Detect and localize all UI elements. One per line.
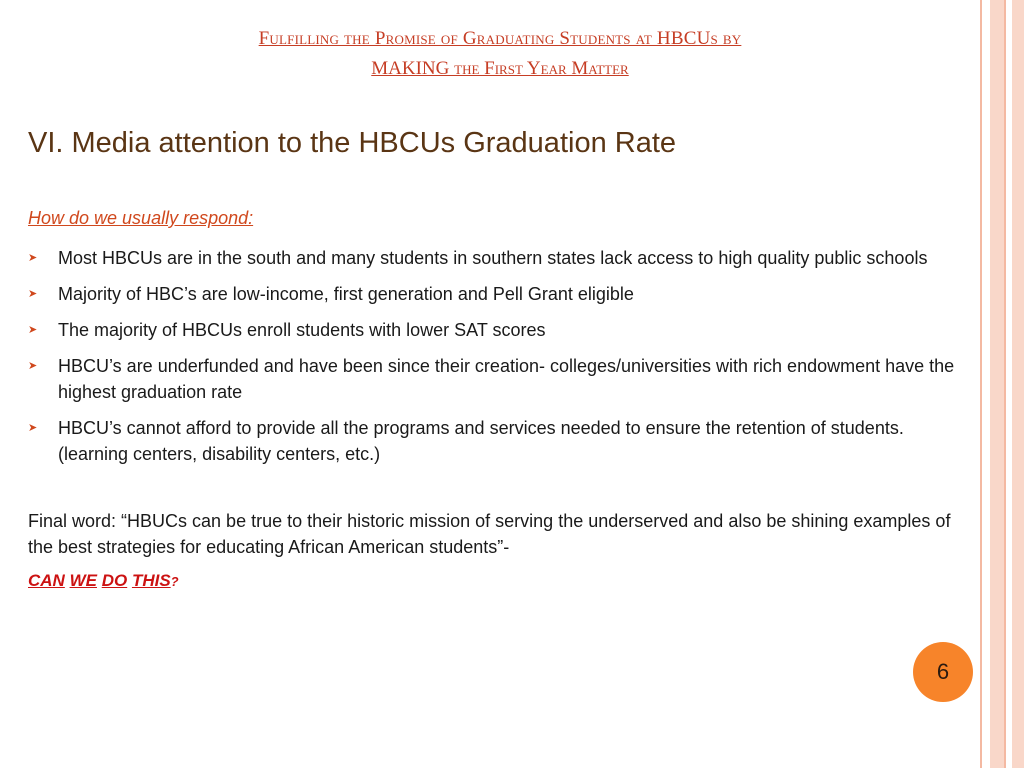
arrow-bullet-icon: ➤: [28, 422, 38, 434]
list-item: [28, 281, 978, 307]
arrow-bullet-icon: ➤: [28, 252, 38, 264]
slide-header: [100, 28, 900, 80]
list-item: [28, 353, 978, 405]
list-item: [28, 245, 978, 271]
header-line-2: MAKING the First Year Matter: [371, 58, 629, 79]
bullet-list: [28, 245, 978, 477]
bullet-text: Majority of HBC’s are low-income, first generation and Pell Grant eligible: [58, 284, 634, 304]
call-to-action: [28, 571, 179, 591]
final-word: Final word: “HBUCs can be true to their historic mission of serving the underserved and also be shining examples of the best strategies for educating African American students”-: [28, 511, 951, 557]
cta-question-mark: ?: [170, 574, 179, 589]
cta-word-we: WE: [69, 571, 97, 590]
bullet-text: Most HBCUs are in the south and many students in southern states lack access to high quality public schools: [58, 248, 928, 268]
cta-word-do: DO: [101, 571, 128, 590]
arrow-bullet-icon: ➤: [28, 288, 38, 300]
cta-word-this: THIS: [131, 571, 171, 590]
cta-word-can: CAN: [28, 571, 65, 590]
bullet-text: HBCU’s are underfunded and have been since their creation- colleges/universities with rich endowment have the highest graduation rate: [58, 356, 955, 402]
list-item: [28, 317, 978, 343]
page-number-badge: [913, 642, 973, 702]
bullet-text: The majority of HBCUs enroll students with lower SAT scores: [58, 320, 546, 340]
slide-title: VI. Media attention to the HBCUs Graduation Rate: [28, 127, 677, 159]
decorative-side-stripes: [980, 0, 1024, 768]
bullet-text: HBCU’s cannot afford to provide all the programs and services needed to ensure the retention of students. (learning centers, disability centers, etc.): [58, 418, 904, 464]
subheading: How do we usually respond:: [28, 208, 254, 228]
arrow-bullet-icon: ➤: [28, 324, 38, 336]
header-line-1: Fulfilling the Promise of Graduating Students at HBCUs by: [258, 28, 742, 49]
arrow-bullet-icon: ➤: [28, 360, 38, 372]
page-number: 6: [936, 659, 950, 684]
list-item: [28, 415, 978, 467]
